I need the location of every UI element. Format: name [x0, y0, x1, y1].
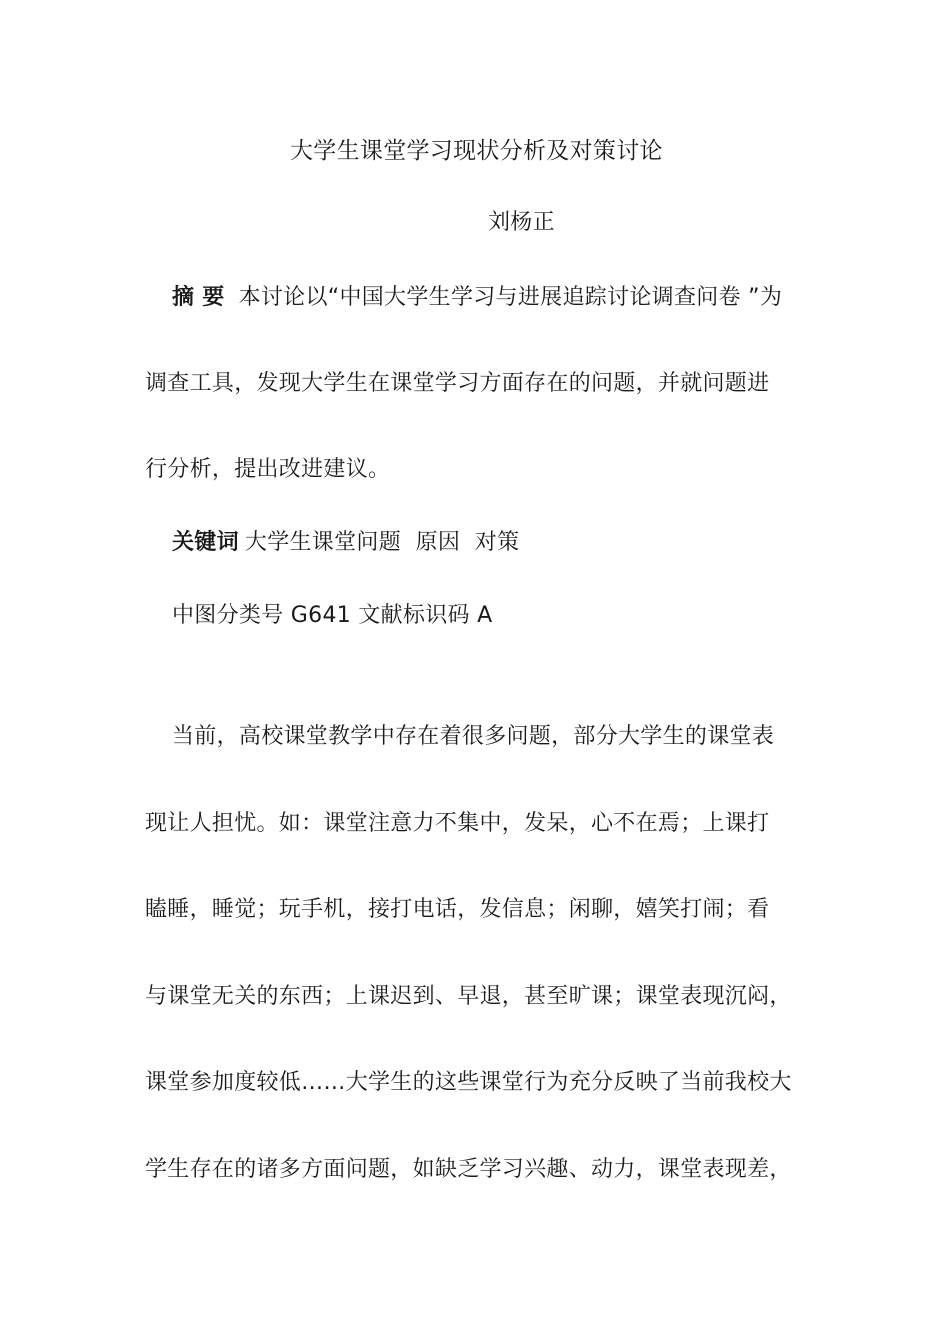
classification-line: 中图分类号 G641 文献标识码 A — [172, 603, 493, 628]
abstract-line: 行分析，提出改进建议。 — [145, 457, 391, 482]
keywords-text: 大学生课堂问题 原因 对策 — [244, 530, 520, 555]
body-line: 与课堂无关的东西；上课迟到、早退，甚至旷课；课堂表现沉闷， — [145, 984, 792, 1009]
page-title: 大学生课堂学习现状分析及对策讨论 — [290, 138, 663, 164]
keywords-label: 关键词 — [172, 530, 239, 555]
body-line: 现让人担忧。如：课堂注意力不集中，发呆，心不在焉；上课打 — [145, 811, 770, 836]
abstract-first-line — [172, 283, 782, 313]
abstract-line: 本讨论以“中国大学生学习与进展追踪讨论调查问卷 ”为 — [238, 285, 783, 310]
body-line: 瞌睡，睡觉；玩手机，接打电话，发信息；闲聊，嬉笑打闹；看 — [145, 897, 770, 922]
keywords-line — [172, 528, 519, 558]
body-line: 学生存在的诸多方面问题，如缺乏学习兴趣、动力，课堂表现差， — [145, 1157, 792, 1182]
author-name: 刘杨正 — [488, 210, 555, 235]
body-line: 课堂参加度较低……大学生的这些课堂行为充分反映了当前我校大 — [145, 1070, 792, 1095]
body-line: 当前，高校课堂教学中存在着很多问题，部分大学生的课堂表 — [172, 724, 775, 749]
abstract-line: 调查工具，发现大学生在课堂学习方面存在的问题，并就问题进 — [145, 371, 770, 396]
abstract-label: 摘 要 — [172, 285, 225, 310]
